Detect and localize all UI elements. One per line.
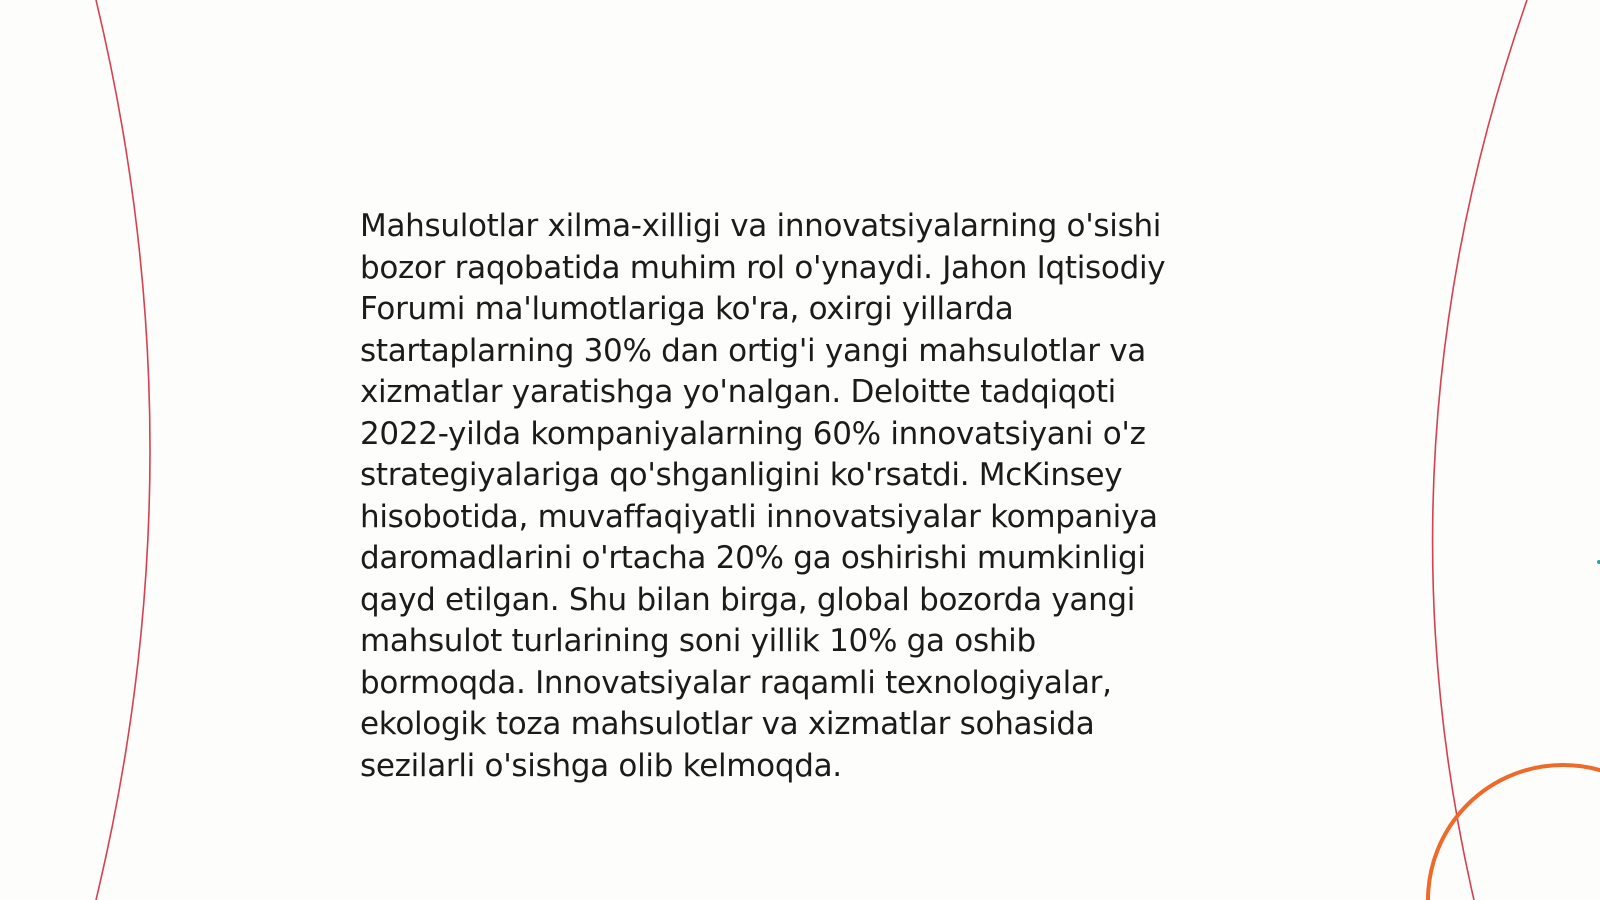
body-line: ekologik toza mahsulotlar va xizmatlar sohasida [360, 706, 1095, 742]
body-line: daromadlarini o'rtacha 20% ga oshirishi mumkinligi [360, 540, 1146, 576]
body-line: bozor raqobatida muhim rol o'ynaydi. Jahon Iqtisodiy [360, 249, 1166, 286]
body-line: hisobotida, muvaffaqiyatli innovatsiyalar kompaniya [360, 498, 1158, 535]
body-line: sezilarli o'sishga olib kelmoqda. [360, 747, 842, 784]
body-line: xizmatlar yaratishga yo'nalgan. Deloitte tadqiqoti [360, 374, 1116, 410]
orange-arc [1428, 765, 1600, 900]
body-line: strategiyalariga qo'shganligini ko'rsatdi. McKinsey [360, 457, 1123, 493]
body-line: qayd etilgan. Shu bilan birga, global bozorda yangi [360, 581, 1136, 618]
body-line: bormoqda. Innovatsiyalar raqamli texnologiyalar, [360, 664, 1112, 701]
right-curve-line [1433, 0, 1527, 900]
body-paragraph [360, 206, 1240, 787]
body-line: 2022-yilda kompaniyalarning 60% innovatsiyani o'z [360, 415, 1146, 452]
body-line: Mahsulotlar xilma-xilligi va innovatsiyalarning o'sishi [360, 208, 1162, 244]
left-curve-line [96, 0, 150, 900]
body-line: startaplarning 30% dan ortig'i yangi mahsulotlar va [360, 332, 1146, 369]
body-line: mahsulot turlarining soni yillik 10% ga oshib [360, 623, 1036, 659]
body-line: Forumi ma'lumotlariga ko'ra, oxirgi yillarda [360, 291, 1014, 327]
